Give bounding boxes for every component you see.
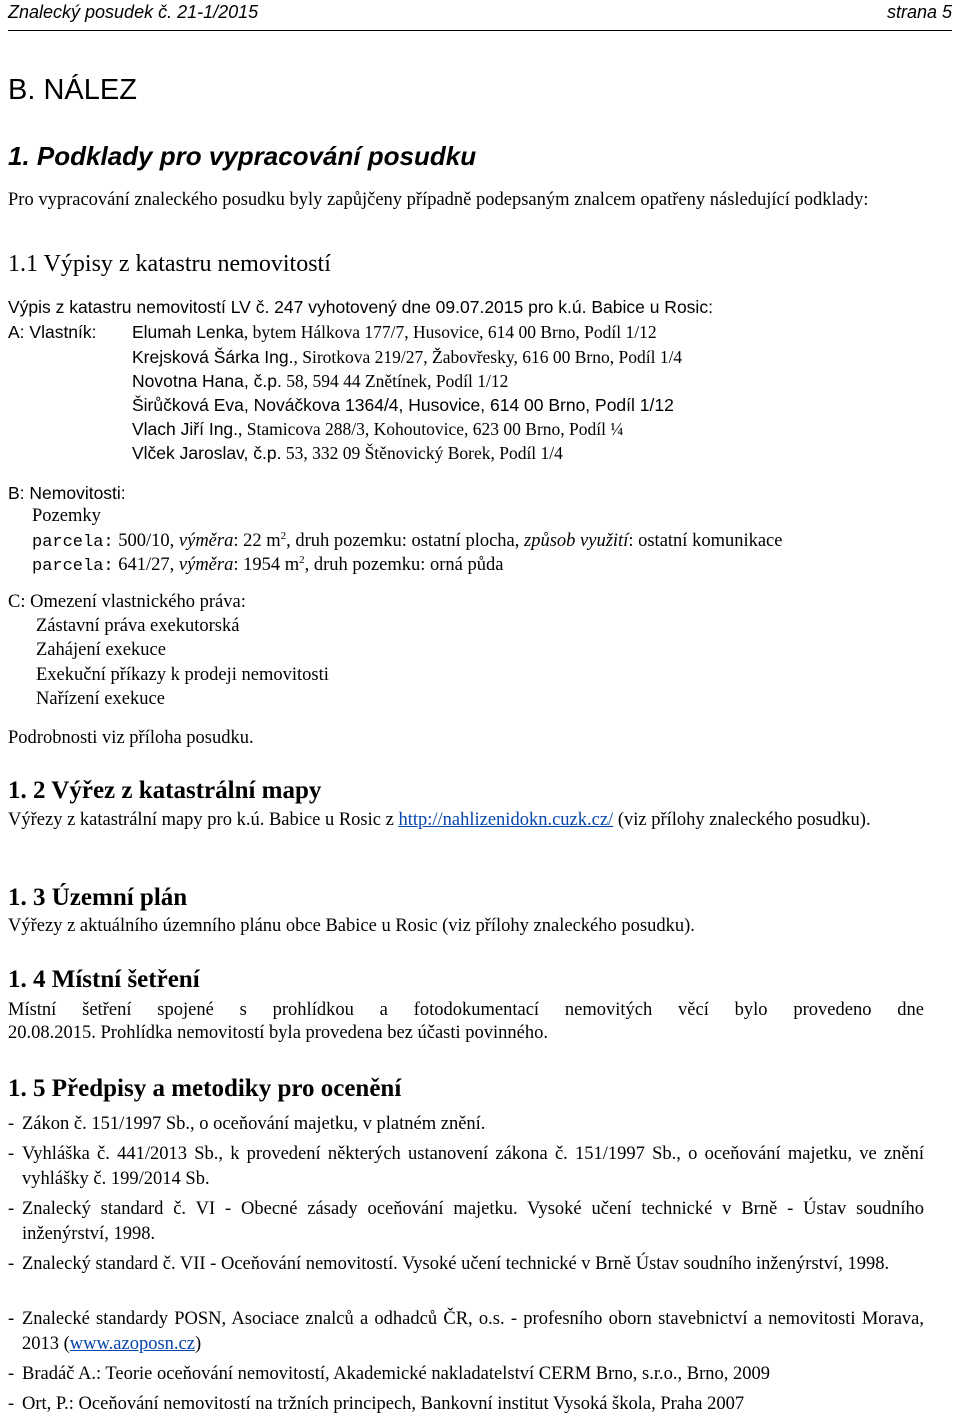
regulation-text: Bradáč A.: Teorie oceňování nemovitostí, Akademické nakladatelství CERM Brno, s.r.o., Brno, 2009 [22, 1364, 770, 1384]
survey-line-1: Místní šetření spojené s prohlídkou a fotodokumentací nemovitých věcí bylo provedeno dne [8, 1000, 924, 1020]
list-item: - Bradáč A.: Teorie oceňování nemovitostí, Akademické nakladatelství CERM Brno, s.r.o., Brno, 2009 [8, 1362, 924, 1387]
cuzk-link[interactable]: http://nahlizenidokn.cuzk.cz/ [398, 810, 614, 830]
list-item: - Zákon č. 151/1997 Sb., o oceňování majetku, v platném znění. [8, 1112, 924, 1137]
survey-line-2: 20.08.2015. Prohlídka nemovitostí byla provedena bez účasti povinného. [8, 1023, 548, 1043]
regulation-text: Znalecký standard č. VI - Obecné zásady oceňování majetku. Vysoké učení technické v Brně - Ústav soudního inženýrství, 1998. [22, 1199, 924, 1244]
restriction-item: Nařízení exekuce [36, 689, 165, 709]
parcel-row [32, 530, 782, 552]
owner-address: , Stamicova 288/3, Kohoutovice, 623 00 Brno, Podíl ¼ [238, 419, 624, 439]
regulation-text: Znalecké standardy POSN, Asociace znalců a odhadců ČR, o.s. - profesního oborn stavebnictví a nemovitosti Morava, 2013 ( [22, 1309, 924, 1354]
restriction-item: Zahájení exekuce [36, 640, 166, 660]
page-header [8, 0, 952, 31]
owner-name: Vlček Jaroslav, č.p. [132, 443, 282, 463]
usage-label: způsob využití [524, 531, 629, 552]
area-unit-exponent: 2 [280, 530, 287, 542]
area-value: : 22 m [233, 531, 281, 552]
area-unit-exponent: 2 [299, 554, 305, 566]
owner-address: , Sirotkova 219/27, Žabovřesky, 616 00 Brno, Podíl 1/4 [293, 347, 683, 367]
regulation-text: Vyhláška č. 441/2013 Sb., k provedení některých ustanovení zákona č. 151/1997 Sb., o oceňování majetku, ve znění vyhlášky č. 199/2014 Sb. [22, 1144, 924, 1189]
list-item: - Ort, P.: Oceňování nemovitostí na tržních principech, Bankovní institut Vysoká škola, Praha 2007 [8, 1392, 924, 1417]
heading-map: 1. 2 Výřez z katastrální mapy [8, 777, 322, 804]
details-note: Podrobnosti viz příloha posudku. [8, 728, 254, 748]
parcel-number: 641/27, [113, 555, 179, 576]
parcel-label: parcela: [32, 557, 114, 577]
owner-name: Novotna Hana, č.p. [132, 371, 282, 391]
parcel-number: 500/10, [113, 531, 179, 552]
header-title: Znalecký posudek č. 21-1/2015 [8, 2, 259, 22]
list-item: - Znalecké standardy POSN, Asociace znalců a odhadců ČR, o.s. - profesního oborn stavebnictví a nemovitosti Morava, 2013 (www.azoposn.cz) [8, 1309, 924, 1354]
heading-regulations: 1. 5 Předpisy a metodiky pro ocenění [8, 1075, 402, 1102]
parcel-row [32, 554, 503, 576]
owner-row [132, 443, 563, 464]
owner-name: Vlach Jiří Ing. [132, 419, 239, 439]
parcel-label: parcela: [32, 533, 114, 553]
section-title: B. NÁLEZ [8, 74, 137, 106]
heading-vypisy: 1.1 Výpisy z katastru nemovitostí [8, 251, 331, 277]
regulation-text: Zákon č. 151/1997 Sb., o oceňování majetku, v platném znění. [22, 1114, 486, 1134]
owner-name: Krejsková Šárka Ing. [132, 347, 294, 367]
owner-name: Širůčková Eva, Nováčkova 1364/4, Husovice, 614 00 Brno, Podíl 1/12 [132, 395, 674, 415]
owner-row [132, 371, 508, 392]
heading-survey: 1. 4 Místní šetření [8, 966, 200, 993]
owner-row [132, 419, 624, 440]
regulation-text-tail: ) [194, 1334, 202, 1354]
restriction-item: Exekuční příkazy k prodeji nemovitosti [36, 665, 329, 685]
owner-address: 58, 594 44 Znětínek, Podíl 1/12 [281, 371, 509, 391]
restriction-item: Zástavní práva exekutorská [36, 616, 240, 636]
area-label: výměra [178, 555, 234, 576]
heading-podklady: 1. Podklady pro vypracování posudku [8, 141, 477, 171]
land-label: Pozemky [32, 506, 101, 526]
area-value: : 1954 m [233, 555, 300, 576]
owners-label: A: Vlastník: [8, 322, 97, 342]
map-paragraph [8, 808, 938, 833]
land-type: , druh pozemku: orná půda [304, 555, 504, 576]
map-text: Výřezy z katastrální mapy pro k.ú. Babice u Rosic z [8, 810, 399, 830]
land-type: , druh pozemku: ostatní plocha, [286, 531, 525, 552]
area-label: výměra [178, 531, 234, 552]
header-page-number: strana 5 [886, 2, 952, 22]
usage-value: : ostatní komunikace [628, 531, 783, 552]
owner-address: , bytem Hálkova 177/7, Husovice, 614 00 Brno, Podíl 1/12 [243, 322, 657, 342]
owner-row [132, 347, 682, 368]
list-item: - Vyhláška č. 441/2013 Sb., k provedení některých ustanovení zákona č. 151/1997 Sb., o oceňování majetku, ve znění vyhlášky č. 199/2014 Sb. [8, 1142, 924, 1192]
owner-row [132, 322, 657, 343]
lv-line: Výpis z katastru nemovitostí LV č. 247 vyhotovený dne 09.07.2015 pro k.ú. Babice u Rosic: [8, 297, 713, 317]
plan-paragraph: Výřezy z aktuálního územního plánu obce Babice u Rosic (viz přílohy znaleckého posudku). [8, 916, 695, 936]
list-item: - Znalecký standard č. VII - Oceňování nemovitostí. Vysoké učení technické v Brně Ústav soudního inženýrství, 1998. [8, 1252, 924, 1277]
owner-row [132, 395, 674, 416]
owner-name: Elumah Lenka [132, 322, 244, 342]
restriction-label: C: Omezení vlastnického práva: [8, 592, 246, 612]
map-text-tail: (viz přílohy znaleckého posudku). [613, 810, 871, 830]
intro-paragraph: Pro vypracování znaleckého posudku byly zapůjčeny případně podepsaným znalcem opatřeny následující podklady: [8, 190, 869, 210]
heading-plan: 1. 3 Územní plán [8, 884, 188, 911]
regulation-text: Ort, P.: Oceňování nemovitostí na tržních principech, Bankovní institut Vysoká škola, Praha 2007 [22, 1394, 745, 1414]
owner-address: 53, 332 09 Štěnovický Borek, Podíl 1/4 [281, 443, 563, 463]
property-label: B: Nemovitosti: [8, 483, 126, 503]
list-item: - Znalecký standard č. VI - Obecné zásady oceňování majetku. Vysoké učení technické v Brně - Ústav soudního inženýrství, 1998. [8, 1197, 924, 1247]
regulation-text: Znalecký standard č. VII - Oceňování nemovitostí. Vysoké učení technické v Brně Ústav soudního inženýrství, 1998. [22, 1254, 890, 1274]
azoposn-link[interactable]: www.azoposn.cz [69, 1334, 195, 1354]
